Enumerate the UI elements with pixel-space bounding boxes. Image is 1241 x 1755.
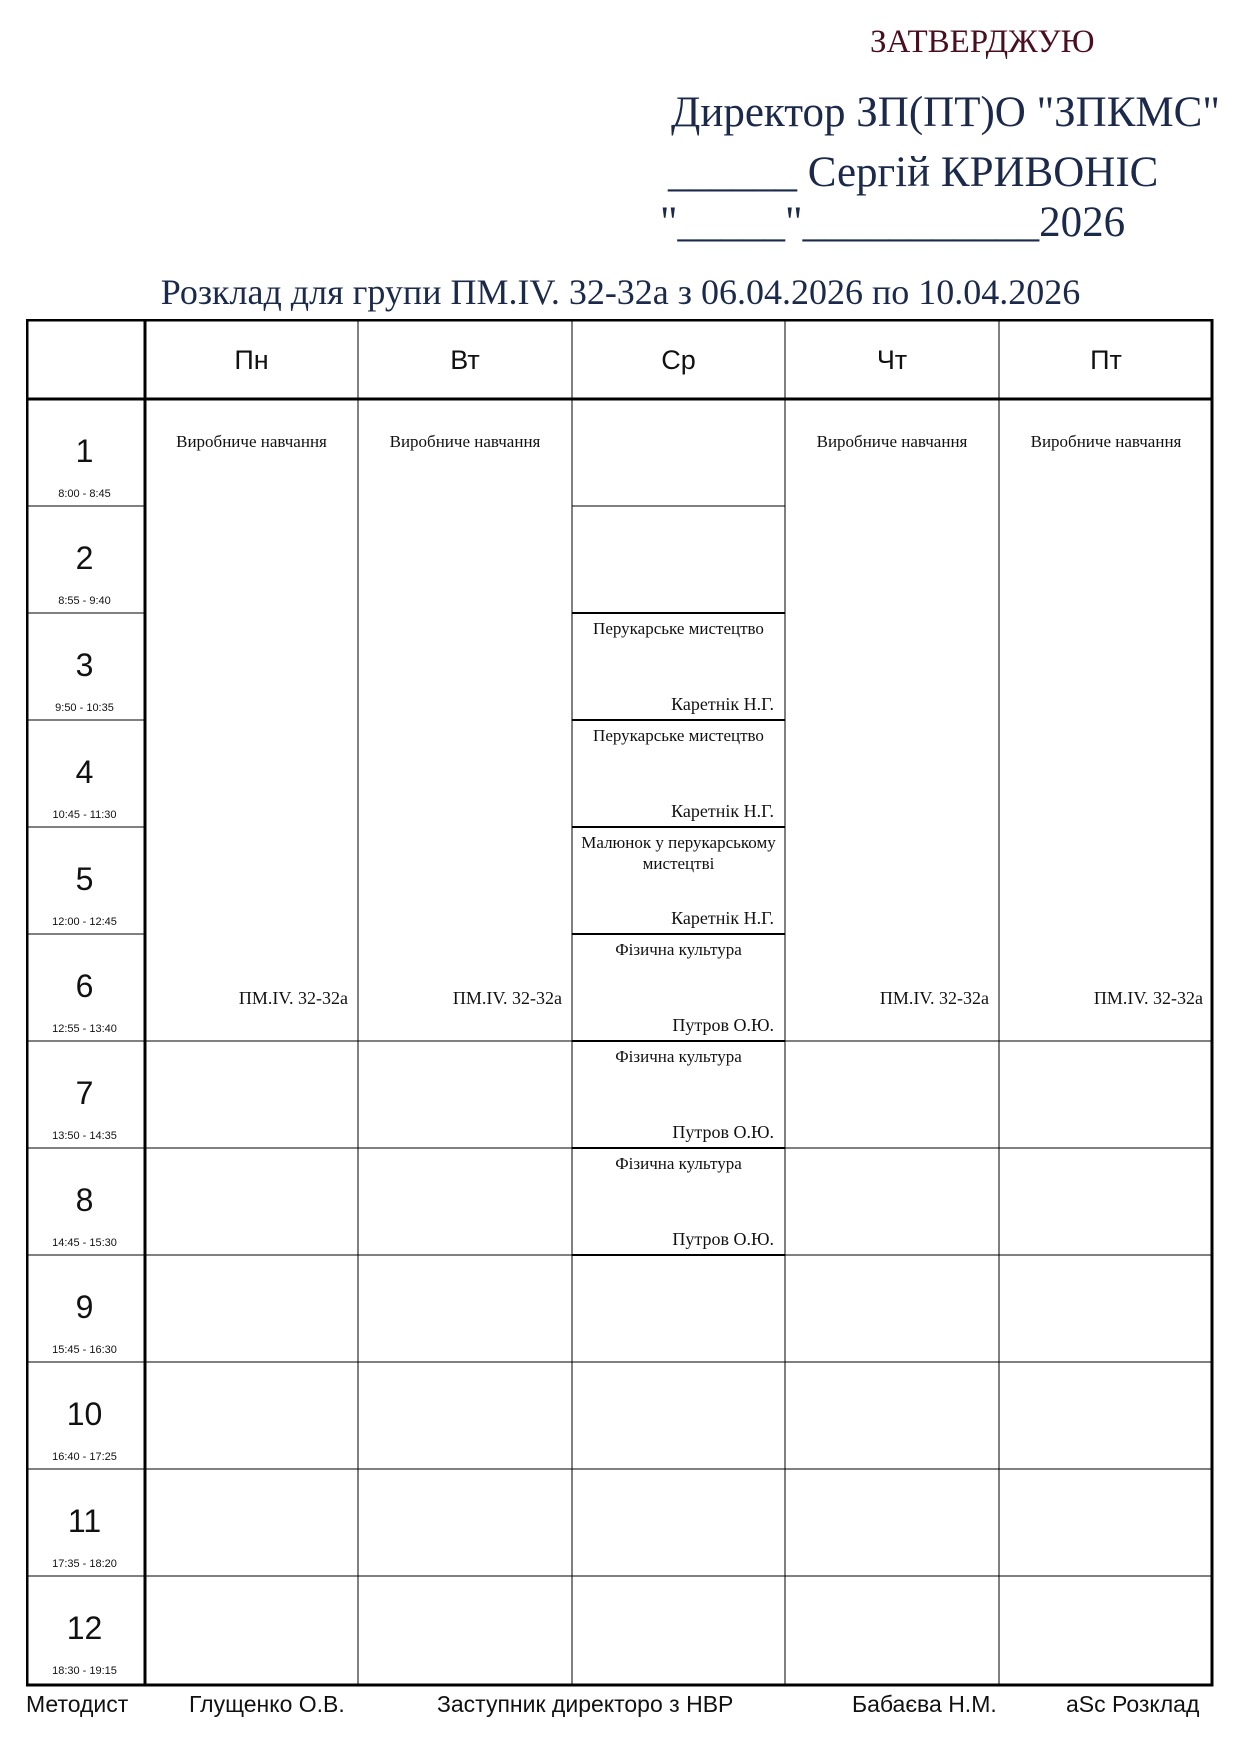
period-number: 12 bbox=[66, 1610, 103, 1646]
period-number: 8 bbox=[75, 1182, 94, 1218]
lesson-teacher-wed: Путров О.Ю. bbox=[672, 1229, 774, 1249]
lesson-teacher-wed: Каретнік Н.Г. bbox=[671, 694, 774, 714]
period-number: 6 bbox=[75, 968, 94, 1004]
lesson-group-mon: ПМ.IV. 32-32а bbox=[238, 988, 348, 1008]
lesson-subject-wed: Перукарське мистецтво bbox=[593, 619, 764, 638]
lesson-subject-wed: Перукарське мистецтво bbox=[593, 726, 764, 745]
period-time: 13:50 - 14:35 bbox=[52, 1130, 117, 1142]
lesson-group-tue: ПМ.IV. 32-32а bbox=[452, 988, 562, 1008]
lesson-group-fri: ПМ.IV. 32-32а bbox=[1093, 988, 1203, 1008]
deputy-label: Заступник директоро з НВР bbox=[437, 1691, 734, 1717]
lesson-subject-wed: Малюнок у перукарському мистецтві bbox=[581, 833, 776, 873]
director-line: Директор ЗП(ПТ)О "ЗПКМС" bbox=[671, 89, 1220, 136]
period-number: 1 bbox=[75, 433, 94, 469]
lesson-subject-fri: Виробниче навчання bbox=[1030, 432, 1182, 451]
deputy-name: Бабаєва Н.М. bbox=[852, 1691, 997, 1717]
lesson-subject-thu: Виробниче навчання bbox=[816, 432, 968, 451]
lesson-teacher-wed: Каретнік Н.Г. bbox=[671, 908, 774, 928]
schedule-title: Розклад для групи ПМ.IV. 32-32а з 06.04.2026 по 10.04.2026 bbox=[160, 272, 1081, 312]
day-header-mon: Пн bbox=[234, 344, 269, 375]
period-number: 3 bbox=[75, 647, 94, 683]
signature-line: ______ Сергій КРИВОНІС bbox=[668, 149, 1159, 196]
lesson-subject-mon: Виробниче навчання bbox=[176, 432, 327, 451]
day-header-fri: Пт bbox=[1090, 344, 1122, 375]
period-number: 5 bbox=[75, 861, 94, 897]
lesson-group-thu: ПМ.IV. 32-32а bbox=[879, 988, 989, 1008]
day-header-tue: Вт bbox=[450, 344, 480, 375]
period-number: 9 bbox=[75, 1289, 94, 1325]
period-time: 8:00 - 8:45 bbox=[58, 488, 111, 500]
software-label: aSc Розклад bbox=[1066, 1691, 1200, 1717]
period-number: 2 bbox=[75, 540, 94, 576]
period-time: 10:45 - 11:30 bbox=[52, 809, 117, 821]
period-time: 17:35 - 18:20 bbox=[52, 1558, 117, 1570]
period-number: 11 bbox=[67, 1503, 102, 1539]
methodist-label: Методист bbox=[26, 1691, 129, 1717]
lesson-teacher-wed: Путров О.Ю. bbox=[672, 1015, 774, 1035]
lesson-subject-wed: Фізична культура bbox=[615, 940, 742, 959]
lesson-teacher-wed: Каретнік Н.Г. bbox=[671, 801, 774, 821]
approve-label: ЗАТВЕРДЖУЮ bbox=[870, 24, 1095, 60]
lesson-subject-tue: Виробниче навчання bbox=[389, 432, 541, 451]
methodist-name: Глущенко О.В. bbox=[189, 1691, 345, 1717]
lesson-subject-wed: Фізична культура bbox=[615, 1047, 742, 1066]
period-time: 14:45 - 15:30 bbox=[52, 1237, 117, 1249]
period-time: 15:45 - 16:30 bbox=[52, 1344, 117, 1356]
period-time: 12:55 - 13:40 bbox=[52, 1023, 117, 1035]
lesson-teacher-wed: Путров О.Ю. bbox=[672, 1122, 774, 1142]
period-number: 7 bbox=[75, 1075, 94, 1111]
period-time: 9:50 - 10:35 bbox=[55, 702, 114, 714]
period-time: 18:30 - 19:15 bbox=[52, 1665, 117, 1677]
period-time: 16:40 - 17:25 bbox=[52, 1451, 117, 1463]
period-time: 8:55 - 9:40 bbox=[58, 595, 111, 607]
period-number: 10 bbox=[66, 1396, 103, 1432]
lesson-subject-wed: Фізична культура bbox=[615, 1154, 742, 1173]
date-line: "_____"___________2026 bbox=[660, 199, 1126, 246]
day-header-thu: Чт bbox=[876, 344, 908, 375]
day-header-wed: Ср bbox=[661, 344, 696, 375]
period-time: 12:00 - 12:45 bbox=[52, 916, 117, 928]
footer bbox=[26, 1691, 1216, 1725]
period-number: 4 bbox=[75, 754, 94, 790]
